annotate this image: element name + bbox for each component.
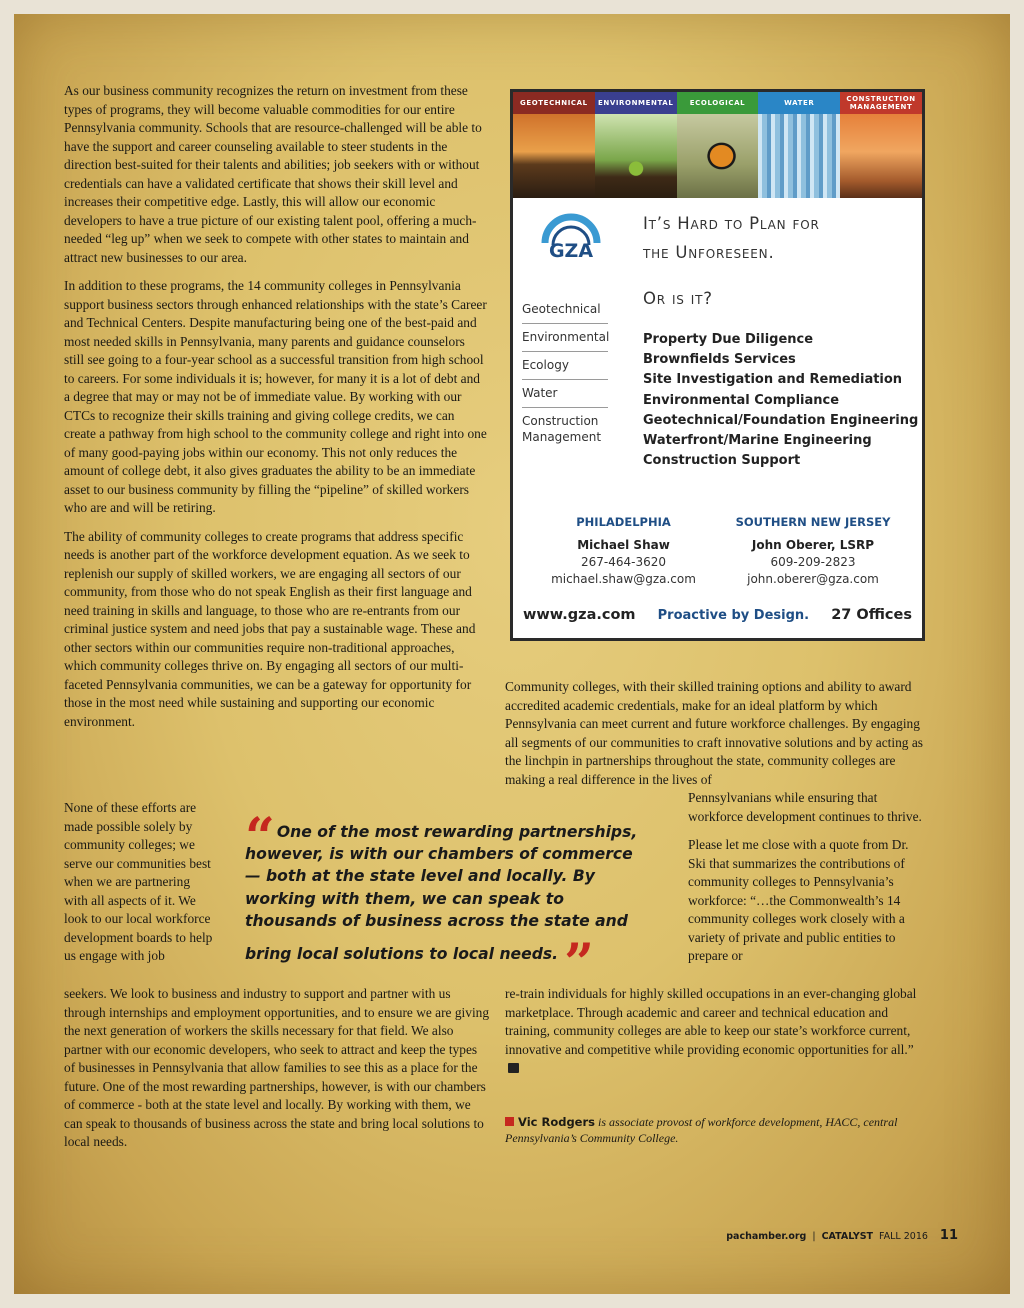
ad-tab: ECOLOGICAL: [677, 92, 759, 114]
close-quote-icon: ”: [564, 933, 594, 995]
right-column-wide-bottom: [505, 985, 925, 1078]
side-item: Construction Management: [522, 414, 602, 444]
office-region: SOUTHERN NEW JERSEY: [735, 515, 891, 529]
gza-advertisement: [510, 89, 925, 641]
office-philadelphia: [541, 515, 706, 588]
logo-text: GZA: [548, 240, 594, 262]
office-contact-name: Michael Shaw: [577, 538, 670, 552]
left-column-top: [64, 82, 488, 731]
crane-photo: [840, 114, 922, 198]
ad-photo-strip: [513, 114, 922, 198]
bridge-photo: [513, 114, 595, 198]
waterfall-photo: [758, 114, 840, 198]
right-column-wide-top: [505, 678, 923, 789]
footer-separator: |: [812, 1231, 816, 1242]
ad-services-list: [643, 330, 923, 471]
footer-site: pachamber.org: [726, 1231, 807, 1242]
headline-line: It’s Hard to Plan for: [643, 214, 820, 233]
paragraph: The ability of community colleges to create programs that address specific needs is another part of the workforce development equation. As we seek to replenish our supply of skilled workers, we are engaging all sectors of our community, from those who do not speak English as their first language and need training in skills and language, to those who are re-entrants from our criminal justice system and need jobs that pay a sustainable wage. These and other sectors within our communities require non-traditional approaches, which community colleges thrive on. By engaging all sectors of our multi-faceted Pennsylvania communities, we can be a gateway for opportunity for those in the most need while sustaining and supporting our economic environment.: [64, 528, 476, 729]
ad-tagline: Proactive by Design.: [657, 607, 810, 623]
office-phone: 609-209-2823: [770, 555, 856, 569]
service-item: Geotechnical/Foundation Engineering: [643, 412, 919, 428]
pull-quote-text: One of the most rewarding partnerships, however, is with our chambers of commerce — both at the state level and locally. By working with them, we can speak to thousands of business across the state and bring local solutions to local needs.: [245, 823, 638, 964]
ad-website: www.gza.com: [523, 607, 636, 623]
service-item: Waterfront/Marine Engineering: [643, 433, 872, 449]
paragraph: Pennsylvanians while ensuring that workforce development continues to thrive.: [688, 790, 922, 824]
paragraph: seekers. We look to business and industry to support and partner with us through internships and employment opportunities, and to ensure we are giving the next generation of workers the skills necessary for that field. We also partner with our economic developers, who seek to attract and keep the types of businesses in Pennsylvania that allow families to see this as a place for the future. One of the most rewarding partnerships, however, is with our chambers of commerce - both at the state level and locally. By working with them, we can speak to thousands of business across the state and bring local solutions to local needs.: [64, 986, 490, 1149]
butterfly-photo: [677, 114, 759, 198]
side-item: Ecology: [522, 352, 608, 380]
paragraph: In addition to these programs, the 14 community colleges in Pennsylvania support business sectors through enhanced relationships with the state’s Career and Technical Centers. Despite manufacturing being one of the best-paid and most needed skills in Pennsylvania, many parents and guidance counselors still see going to a four-year school as a successful transition from high school to careers. For some individuals it is; however, for many it is a lot of debt and a degree that may or may not be of immediate value. By working with our CTCs to recognize their skills training and giving college credits, we can create a pathway from high school to the community college and right into one of many good-paying jobs within our economy. This not only reduces the amount of college debt, it also gives graduates the ability to be an immediate asset to our business community by filling the “pipeline” of skilled workers who are and will be retiring.: [64, 278, 487, 515]
left-column-bottom: [64, 985, 490, 1152]
seedling-photo: [595, 114, 677, 198]
service-item: Property Due Diligence: [643, 332, 814, 347]
paragraph: [505, 985, 925, 1078]
author-title: is associate provost of workforce development, HACC, central Pennsylvania’s Community College.: [505, 1115, 898, 1145]
author-name: Vic Rodgers: [518, 1115, 595, 1129]
paragraph-text: re-train individuals for highly skilled occupations in an ever-changing global marketplace. Through academic and career and technical education and training, community colleges are able to keep our state’s workforce current, innovative and competitive while providing economic opportunities for all.”: [505, 986, 917, 1057]
ad-side-list: [522, 301, 608, 451]
ad-footer: [523, 607, 912, 623]
paragraph: None of these efforts are made possible solely by community colleges; we serve our communities best when we are partnering with all aspects of it. We look to our local workforce development boards to help us engage with job: [64, 800, 213, 963]
ad-tab: GEOTECHNICAL: [513, 92, 595, 114]
pull-quote: [245, 807, 645, 995]
ad-headline: [643, 209, 913, 313]
office-phone: 267-464-3620: [580, 555, 666, 569]
footer-issue: FALL 2016: [879, 1231, 928, 1242]
service-item: Construction Support: [643, 453, 801, 469]
service-item: Environmental Compliance: [643, 392, 840, 408]
page-footer: [726, 1228, 958, 1243]
office-email: john.oberer@gza.com: [747, 572, 879, 586]
headline-question: Or is it?: [643, 289, 713, 308]
open-quote-icon: “: [245, 807, 275, 868]
page-number: 11: [939, 1228, 958, 1243]
paragraph: Please let me close with a quote from Dr. Ski that summarizes the contributions of community colleges to Pennsylvania’s workforce: “…the Commonwealth’s 14 community colleges work closely with a variety of private and public entities to prepare or: [688, 837, 909, 963]
office-region: PHILADELPHIA: [576, 515, 671, 529]
author-byline: [505, 1114, 925, 1146]
ad-category-tabs: [513, 92, 922, 114]
paragraph: Community colleges, with their skilled training options and ability to award accredited academic credentials, make for an ideal platform by which Pennsylvania can meet current and future workforce challenges. By engaging all segments of our communities to craft innovative solutions and by acting as the linchpin in partnerships throughout the state, community colleges are making a real difference in the lives of: [505, 679, 923, 787]
ad-tab: WATER: [758, 92, 840, 114]
ad-tab: ENVIRONMENTAL: [595, 92, 677, 114]
footer-magazine: CATALYST: [821, 1231, 874, 1242]
headline-line: the Unforeseen.: [643, 243, 775, 262]
left-column-narrow: [64, 799, 214, 966]
office-contact-name: John Oberer, LSRP: [751, 538, 875, 552]
red-square-icon: [505, 1117, 514, 1126]
end-mark-icon: [508, 1063, 519, 1073]
service-item: Brownfields Services: [643, 352, 796, 368]
gza-logo: [535, 207, 607, 279]
side-item: Geotechnical: [522, 301, 608, 324]
right-column-narrow: [688, 789, 923, 966]
side-item: Water: [522, 380, 608, 408]
paragraph: As our business community recognizes the return on investment from these types of programs, they will become valuable commodities for our entire Pennsylvania community. Schools that are resource-challenged will be able to have the support and career counseling available to steer students in the direction best-suited for their talents and abilities; job seekers with or without credentials can have a validated certificate that shows their skill level and increases their competitive edge. Lastly, this will allow our economic developers to have a true picture of our existing talent pool, offering a much-needed “leg up” when we seek to compete with other states to maintain and attract new businesses to our area.: [64, 83, 482, 265]
office-southern-nj: [723, 515, 903, 588]
ad-office-count: 27 Offices: [831, 607, 912, 623]
ad-tab: CONSTRUCTION MANAGEMENT: [840, 92, 922, 114]
office-email: michael.shaw@gza.com: [551, 572, 696, 586]
side-item: Environmental: [522, 324, 608, 352]
service-item: Site Investigation and Remediation: [643, 372, 903, 388]
